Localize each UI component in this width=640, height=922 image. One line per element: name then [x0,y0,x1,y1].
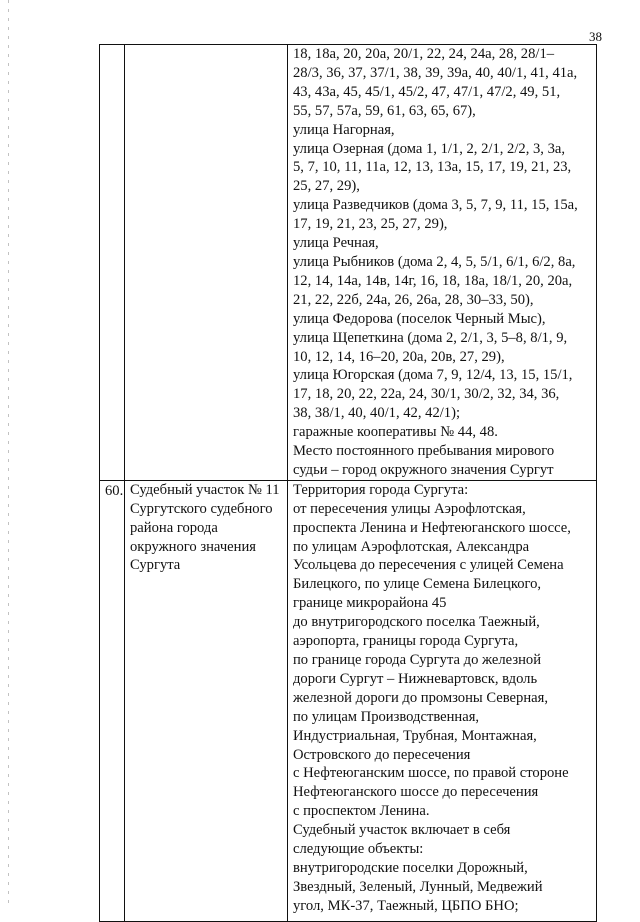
territory-description-line: улица Щепеткина (дома 2, 2/1, 3, 5–8, 8/1, 9, [293,329,568,346]
row-number [105,45,119,46]
territory-description-line: 28/3, 36, 37, 37/1, 38, 39, 39а, 40, 40/1, 41, 41а, [293,64,578,81]
territory-description-line: Судебный участок включает в себя [293,822,511,839]
territory-description-line: 38, 38/1, 40, 40/1, 42, 42/1); [293,405,461,422]
territory-description-line: дороги Сургут – Нижневартовск, вдоль [293,670,538,687]
territory-description-line: улица Нагорная, [293,121,395,138]
territory-description-line: 17, 18, 20, 22, 22а, 24, 30/1, 30/2, 32, 34, 36, [293,386,560,403]
territory-description-line: с проспектом Ленина. [293,803,430,820]
territory-description-line: с Нефтеюганским шоссе, по правой стороне [293,765,569,782]
territory-description-line: 21, 22, 22б, 24а, 26, 26а, 28, 30–33, 50), [293,291,534,308]
territory-description-line: от пересечения улицы Аэрофлотская, [293,500,526,517]
territory-description-line: судьи – город окружного значения Сургут [293,461,554,478]
territory-description-line: улица Югорская (дома 7, 9, 12/4, 13, 15, 15/1, [293,367,573,384]
territory-description-line: 10, 12, 14, 16–20, 20а, 20в, 27, 29), [293,348,505,365]
page-number: 38 [589,29,602,44]
territory-description-line: 17, 19, 21, 23, 25, 27, 29), [293,216,448,233]
territory-description-line: 43, 43а, 45, 45/1, 45/2, 47, 47/1, 47/2, 49, 51, [293,83,561,100]
territory-description-line: улица Рыбников (дома 2, 4, 5, 5/1, 6/1, 6/2, 8а, [293,253,576,270]
territory-description-cell [288,45,597,481]
territory-description-line: внутригородские поселки Дорожный, [293,859,528,876]
territory-description-line: до внутригородского поселка Таежный, [293,614,540,631]
territory-description-line: аэропорта, границы города Сургута, [293,633,519,650]
district-name-cell [125,480,288,921]
district-name-line: района города [130,519,218,536]
territory-description-line: 25, 27, 29), [293,178,360,195]
table-row [100,480,597,921]
territory-description-line: 5, 7, 10, 11, 11а, 12, 13, 13а, 15, 17, 19, 21, 23, [293,159,572,176]
territory-description-line: следующие объекты: [293,841,424,858]
territory-description-line: улица Разведчиков (дома 3, 5, 7, 9, 11, 15, 15а, [293,197,578,214]
territory-description-cell [288,480,597,921]
territory-description-line: по границе города Сургута до железной [293,652,542,668]
district-name-line: окружного значения [130,538,256,555]
territory-description-line: Индустриальная, Трубная, Монтажная, [293,727,537,744]
row-number: 60. [105,482,124,499]
territory-description-line: улица Федорова (поселок Черный Мыс), [293,310,546,327]
district-name-line: Сургутского судебного [130,500,273,517]
territory-description-line: 12, 14, 14а, 14в, 14г, 16, 18, 18а, 18/1, 20, 20а, [293,272,573,289]
territory-description-line: границе микрорайона 45 [293,595,447,612]
district-name-cell [125,45,288,481]
territory-description-line: Территория города Сургута: [293,481,469,498]
territory-description-line: по улицам Аэрофлотская, Александра [293,538,530,555]
territory-description-line: железной дороги до промзоны Северная, [293,689,548,706]
territory-description-line: 55, 57, 57а, 59, 61, 63, 65, 67), [293,102,476,119]
territory-description-line: Островского до пересечения [293,746,471,763]
territory-description-line: угол, МК-37, Таежный, ЦБПО БНО; [293,897,519,914]
territory-description-line: улица Озерная (дома 1, 1/1, 2, 2/1, 2/2, 3, 3а, [293,140,566,157]
territory-description-line: Звездный, Зеленый, Лунный, Медвежий [293,878,543,895]
district-name-line: Сургута [130,557,181,574]
territory-description-line: гаражные кооперативы № 44, 48. [293,424,498,441]
territory-description-line: Нефтеюганского шоссе до пересечения [293,784,539,801]
territory-description-line: по улицам Производственная, [293,708,480,725]
district-name-line: Судебный участок № 11 [130,481,280,498]
row-number-cell [100,480,125,921]
table-row [100,45,597,481]
territory-description-line: проспекта Ленина и Нефтеюганского шоссе, [293,519,571,536]
scan-edge-artifact [8,0,9,905]
row-number-cell [100,45,125,481]
territory-description-line: Усольцева до пересечения с улицей Семена [293,557,564,574]
court-districts-table [99,44,597,922]
territory-description-line: Место постоянного пребывания мирового [293,443,555,460]
territory-description-line: Билецкого, по улице Семена Билецкого, [293,576,542,593]
territory-description-line: улица Речная, [293,235,379,252]
territory-description-line: 18, 18а, 20, 20а, 20/1, 22, 24, 24а, 28, 28/1– [293,46,555,62]
